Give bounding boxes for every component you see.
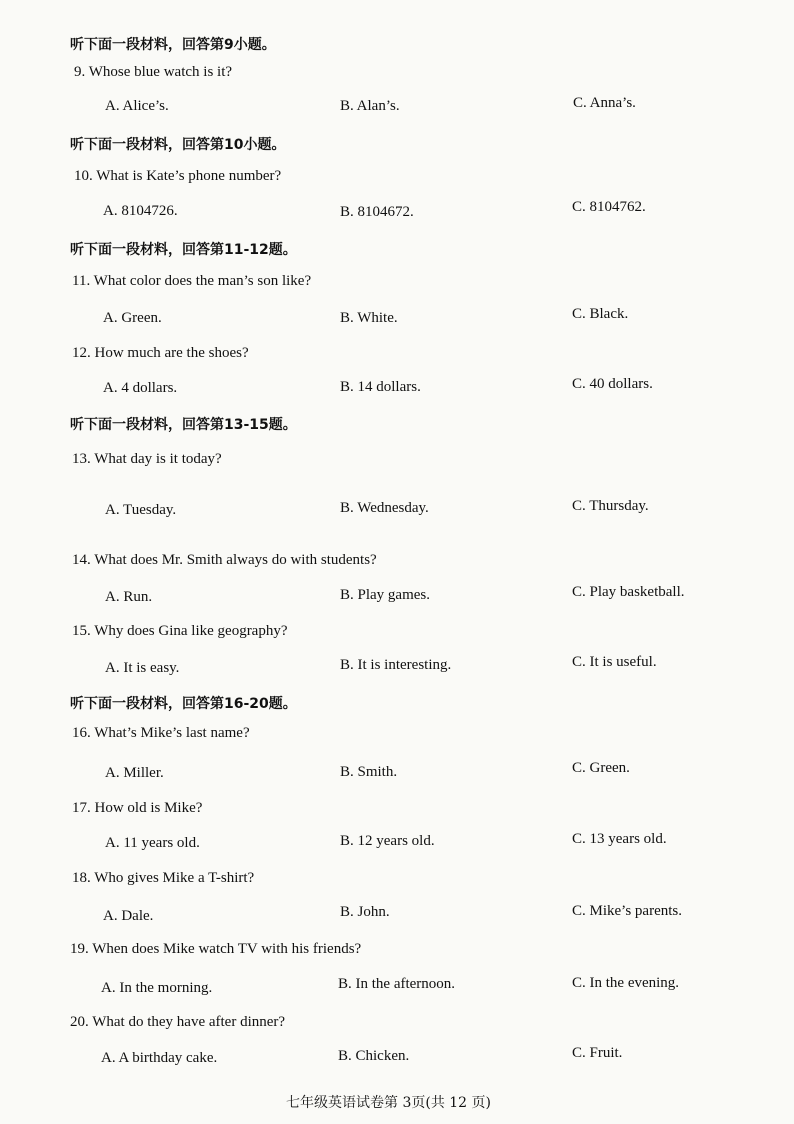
section-heading: 听下面一段材料，回答第13-15题。 bbox=[70, 417, 297, 433]
option-b: B. In the afternoon. bbox=[338, 976, 456, 992]
option-c: C. Black. bbox=[572, 306, 629, 322]
question-16: 16. What’s Mike’s last name? bbox=[72, 725, 250, 741]
option-c: C. 13 years old. bbox=[572, 831, 667, 847]
option-b: B. 12 years old. bbox=[340, 833, 435, 849]
option-a: A. 11 years old. bbox=[105, 835, 200, 851]
question-19: 19. When does Mike watch TV with his friends? bbox=[70, 941, 362, 957]
option-a: A. Alice’s. bbox=[105, 98, 169, 114]
option-a: A. 4 dollars. bbox=[103, 380, 178, 396]
option-c: C. Green. bbox=[572, 760, 630, 776]
option-c: C. Play basketball. bbox=[572, 584, 685, 600]
option-b: B. 8104672. bbox=[340, 204, 414, 220]
option-a: A. In the morning. bbox=[101, 980, 213, 996]
option-a: A. A birthday cake. bbox=[101, 1050, 218, 1066]
section-heading: 听下面一段材料，回答第11-12题。 bbox=[70, 242, 297, 258]
option-b: B. Play games. bbox=[340, 587, 430, 603]
question-9: 9. Whose blue watch is it? bbox=[74, 64, 233, 80]
question-17: 17. How old is Mike? bbox=[72, 800, 203, 816]
option-b: B. Smith. bbox=[340, 764, 398, 780]
question-14: 14. What does Mr. Smith always do with students? bbox=[72, 552, 377, 568]
option-c: C. In the evening. bbox=[572, 975, 680, 991]
question-13: 13. What day is it today? bbox=[72, 451, 222, 467]
option-c: C. It is useful. bbox=[572, 654, 657, 670]
option-a: A. Dale. bbox=[103, 908, 154, 924]
option-b: B. Wednesday. bbox=[340, 500, 429, 516]
option-c: C. Anna’s. bbox=[573, 95, 636, 111]
option-c: C. Thursday. bbox=[572, 498, 649, 514]
question-15: 15. Why does Gina like geography? bbox=[72, 623, 288, 639]
option-b: B. Alan’s. bbox=[340, 98, 400, 114]
question-18: 18. Who gives Mike a T-shirt? bbox=[72, 870, 255, 886]
option-b: B. White. bbox=[340, 310, 398, 326]
option-b: B. John. bbox=[340, 904, 390, 920]
option-b: B. 14 dollars. bbox=[340, 379, 421, 395]
option-a: A. Green. bbox=[103, 310, 162, 326]
option-c: C. Fruit. bbox=[572, 1045, 623, 1061]
question-20: 20. What do they have after dinner? bbox=[70, 1014, 286, 1030]
section-heading: 听下面一段材料，回答第16-20题。 bbox=[70, 696, 297, 712]
page-footer: 七年级英语试卷第 3页(共 12 页) bbox=[286, 1095, 491, 1111]
option-a: A. Miller. bbox=[105, 765, 164, 781]
question-10: 10. What is Kate’s phone number? bbox=[74, 168, 282, 184]
option-a: A. Run. bbox=[105, 589, 153, 605]
question-12: 12. How much are the shoes? bbox=[72, 345, 249, 361]
section-heading: 听下面一段材料，回答第9小题。 bbox=[70, 37, 276, 53]
question-11: 11. What color does the man’s son like? bbox=[72, 273, 312, 289]
option-a: A. Tuesday. bbox=[105, 502, 177, 518]
option-c: C. 8104762. bbox=[572, 199, 646, 215]
section-heading: 听下面一段材料，回答第10小题。 bbox=[70, 137, 286, 153]
option-c: C. 40 dollars. bbox=[572, 376, 653, 392]
option-a: A. 8104726. bbox=[103, 203, 178, 219]
option-b: B. Chicken. bbox=[338, 1048, 410, 1064]
option-b: B. It is interesting. bbox=[340, 657, 452, 673]
option-c: C. Mike’s parents. bbox=[572, 903, 682, 919]
option-a: A. It is easy. bbox=[105, 660, 180, 676]
